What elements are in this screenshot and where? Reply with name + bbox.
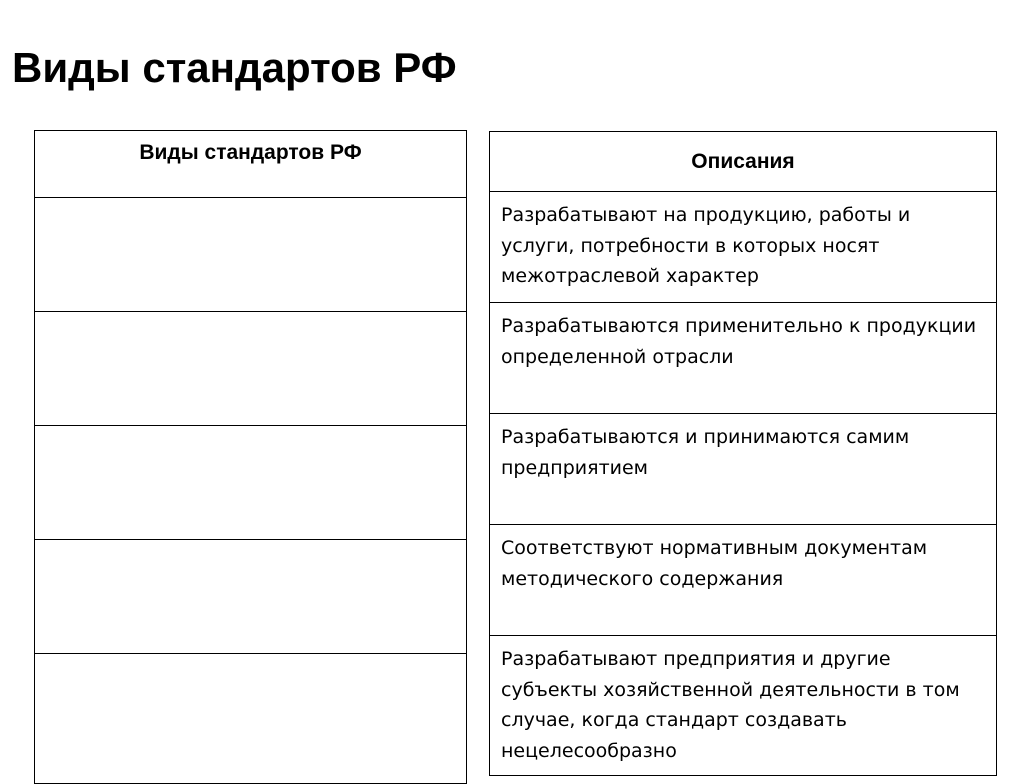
table-row [35,540,467,654]
table-row [35,426,467,540]
standard-type-cell [35,312,467,426]
table-row [490,303,997,414]
descriptions-table [489,131,997,776]
table-row [35,198,467,312]
table-row [35,312,467,426]
table-row [490,414,997,525]
description-cell: Разрабатываются и принимаются самим предприятием [490,414,997,525]
table-header-row [35,131,467,198]
description-cell: Соответствуют нормативным документам методического содержания [490,525,997,636]
types-column-header: Виды стандартов РФ [35,131,467,198]
table-header-row [490,132,997,192]
standard-type-cell [35,198,467,312]
standard-type-cell [35,654,467,784]
descriptions-column-header: Описания [490,132,997,192]
standard-types-table [34,130,467,784]
description-cell: Разрабатывают предприятия и другие субъекты хозяйственной деятельности в том случае, когда стандарт создавать нецелесообразно [490,636,997,776]
standard-type-cell [35,426,467,540]
description-cell: Разрабатывают на продукцию, работы и услуги, потребности в которых носят межотраслевой характер [490,192,997,303]
table-row [35,654,467,784]
table-row [490,636,997,776]
standard-type-cell [35,540,467,654]
table-row [490,192,997,303]
table-row [490,525,997,636]
slide-title: Виды стандартов РФ [12,44,457,91]
description-cell: Разрабатываются применительно к продукции определенной отрасли [490,303,997,414]
